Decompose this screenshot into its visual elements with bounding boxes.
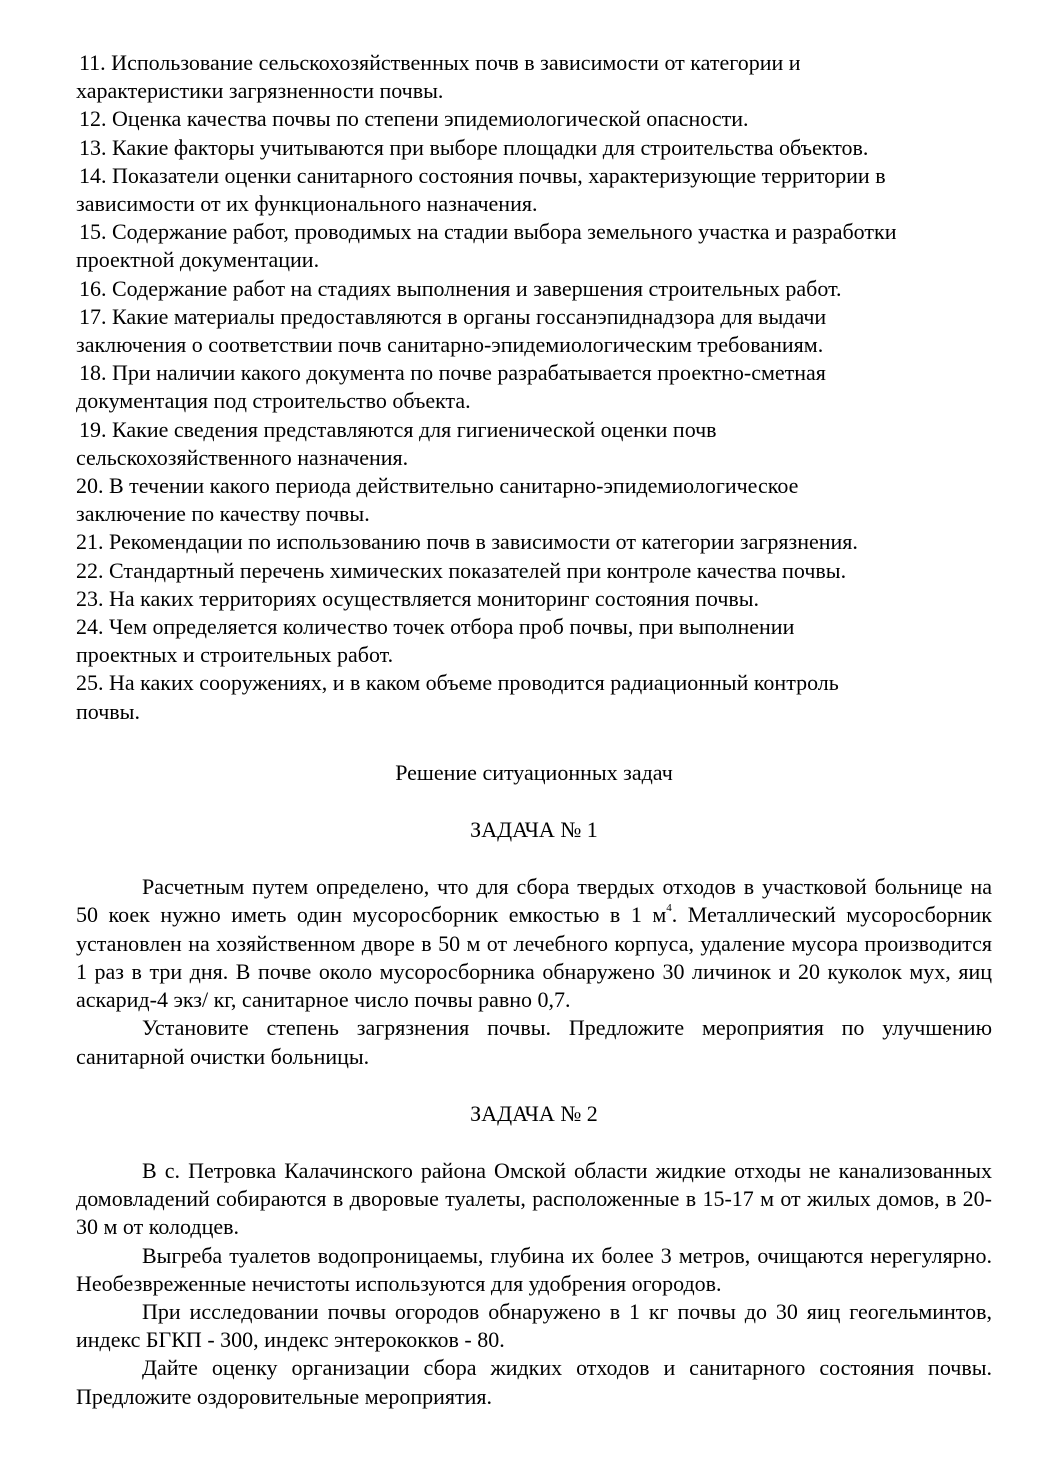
task-2-paragraph: Выгреба туалетов водопроницаемы, глубина их более 3 метров, очищаются нерегулярно. Необезвреженные нечистоты используются для удобрения огородов. (76, 1242, 992, 1296)
task-2-paragraph: При исследовании почвы огородов обнаружено в 1 кг почвы до 30 яиц геогельминтов, индекс БГКП - 300, индекс энтерококков - 80. (76, 1298, 992, 1353)
question-text: 21. Рекомендации по использованию почв в зависимости от категории загрязнения. (76, 529, 858, 555)
task-2-title: ЗАДАЧА № 2 (470, 1100, 598, 1126)
question-item (76, 472, 992, 528)
question-item (76, 613, 992, 669)
question-text: 23. На каких территориях осуществляется мониторинг состояния почвы. (76, 585, 760, 611)
question-item (76, 416, 992, 472)
question-item (76, 359, 992, 415)
question-item (76, 275, 992, 303)
question-item (76, 218, 992, 274)
superscript: 4 (666, 902, 672, 915)
question-text-continued: зависимости от их функционального назначения. (76, 191, 538, 217)
task-1-question: Установите степень загрязнения почвы. Предложите мероприятия по улучшению санитарной очистки больницы. (76, 1015, 992, 1069)
question-text-continued: заключения о соответствии почв санитарно-эпидемиологическим требованиям. (76, 332, 824, 358)
question-list (76, 49, 992, 726)
question-text-continued: проектной документации. (76, 247, 320, 273)
task-2-body (76, 1157, 992, 1411)
question-text-continued: проектных и строительных работ. (76, 642, 394, 668)
question-item (76, 557, 992, 585)
question-text: 19. Какие сведения представляются для гигиенической оценки почв (79, 416, 717, 442)
question-item (76, 528, 992, 556)
question-text: 18. При наличии какого документа по почве разрабатывается проектно-сметная (79, 360, 826, 386)
task-1-text: Расчетным путем определено, что для сбора твердых отходов в участковой больнице на 50 коек нужно иметь один мусоросборник емкостью в 1 м (76, 874, 992, 928)
question-item (76, 303, 992, 359)
question-item (76, 162, 992, 218)
question-text: 12. Оценка качества почвы по степени эпидемиологической опасности. (79, 106, 749, 132)
question-text: 14. Показатели оценки санитарного состояния почвы, характеризующие территории в (79, 162, 886, 188)
task-1-paragraph (76, 873, 992, 1014)
question-item (76, 49, 992, 105)
question-text-continued: документация под строительство объекта. (76, 388, 471, 414)
task-1-title: ЗАДАЧА № 1 (470, 817, 598, 843)
document-page (76, 49, 992, 1411)
task-2-question: Дайте оценку организации сбора жидких отходов и санитарного состояния почвы. Предложите оздоровительные мероприятия. (76, 1355, 992, 1409)
section-title: Решение ситуационных задач (395, 759, 673, 785)
question-text-continued: характеристики загрязненности почвы. (76, 78, 444, 104)
question-text: 13. Какие факторы учитываются при выборе площадки для строительства объектов. (79, 134, 869, 160)
question-text: 22. Стандартный перечень химических показателей при контроле качества почвы. (76, 557, 847, 583)
task-2-paragraph: В с. Петровка Калачинского района Омской области жидкие отходы не канализованных домовладений собираются в дворовые туалеты, расположенные в 15-17 м от жилых домов, в 20-30 м от колодцев. (76, 1157, 992, 1240)
question-text: 16. Содержание работ на стадиях выполнения и завершения строительных работ. (79, 275, 842, 301)
question-text: 25. На каких сооружениях, и в каком объеме проводится радиационный контроль (76, 670, 839, 696)
question-item (76, 585, 992, 613)
question-item (76, 105, 992, 133)
question-text: 24. Чем определяется количество точек отбора проб почвы, при выполнении (76, 614, 795, 640)
question-text-continued: почвы. (76, 698, 140, 724)
question-text: 15. Содержание работ, проводимых на стадии выбора земельного участка и разработки (79, 219, 897, 245)
task-1-text-continued: . Металлический мусоросборник установлен на хозяйственном дворе в 50 м от лечебного корпуса, удаление мусора производится 1 раз в три дня. В почве около мусоросборника обнаружено 30 личинок и 20 куколок мух, яиц аскарид-4 экз/ кг, санитарное число почвы равно 0,7. (76, 902, 992, 1013)
question-text-continued: сельскохозяйственного назначения. (76, 444, 409, 470)
question-text: 20. В течении какого периода действительно санитарно-эпидемиологическое (76, 473, 799, 499)
question-text: 17. Какие материалы предоставляются в органы госсанэпиднадзора для выдачи (79, 303, 827, 329)
task-1-body (76, 873, 992, 1070)
question-text-continued: заключение по качеству почвы. (76, 501, 370, 527)
question-text: 11. Использование сельскохозяйственных почв в зависимости от категории и (79, 50, 801, 75)
question-item (76, 669, 992, 725)
question-item (76, 134, 992, 162)
